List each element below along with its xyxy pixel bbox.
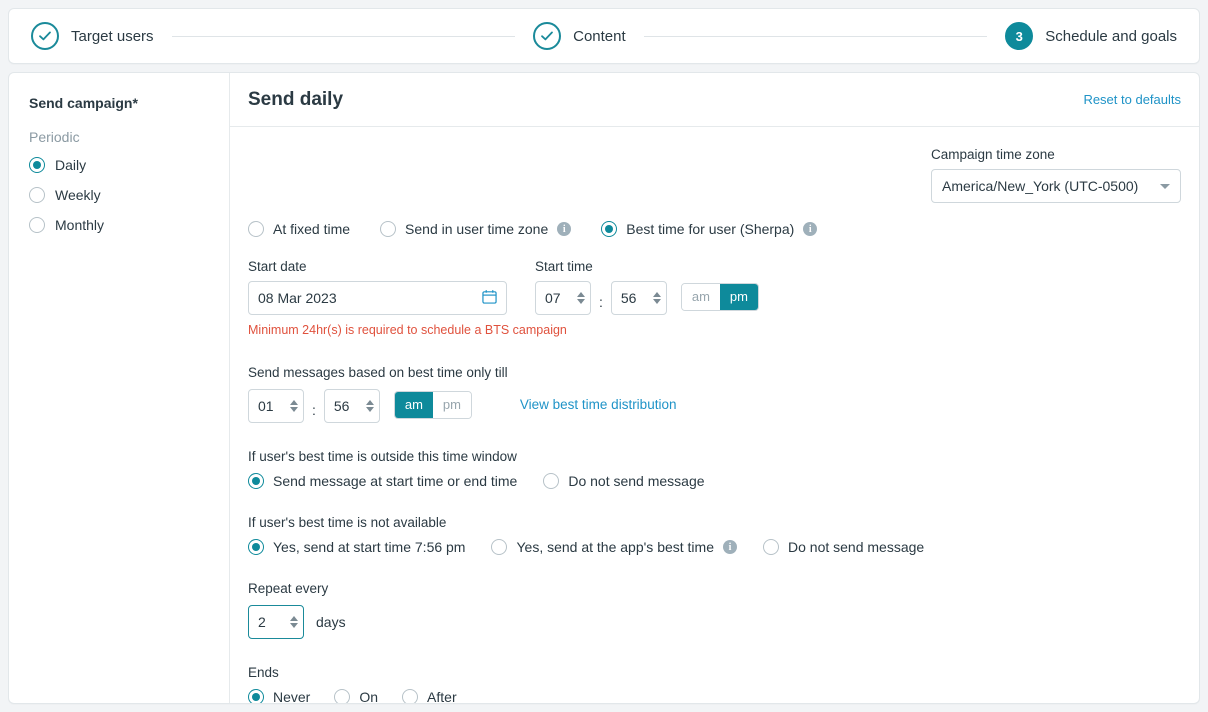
stepper-arrows[interactable]	[290, 616, 298, 628]
radio-icon[interactable]	[248, 539, 264, 555]
stepper-arrows[interactable]	[653, 292, 661, 304]
chevron-down-icon[interactable]	[366, 407, 374, 412]
ends-option-on[interactable]	[334, 689, 378, 704]
meridiem-pm-option[interactable]: pm	[433, 392, 471, 418]
radio-icon[interactable]	[380, 221, 396, 237]
repeat-every-value: 2	[258, 614, 266, 630]
outside-window-options	[248, 473, 1181, 489]
send-mode-at-fixed-time[interactable]	[248, 221, 350, 237]
send-mode-label: At fixed time	[273, 221, 351, 237]
meridiem-am-option[interactable]: am	[682, 284, 720, 310]
send-mode-label: Best time for user (Sherpa)	[626, 221, 795, 237]
best-time-till-controls	[248, 389, 1181, 423]
reset-to-defaults-link[interactable]: Reset to defaults	[1083, 92, 1181, 107]
option-label: Yes, send at the app's best time	[516, 539, 714, 555]
stepper-arrows[interactable]	[577, 292, 585, 304]
check-icon	[31, 22, 59, 50]
meridiem-am-option[interactable]: am	[395, 392, 433, 418]
start-time-controls	[535, 281, 759, 315]
start-time-minute-value: 56	[620, 290, 637, 306]
radio-icon[interactable]	[29, 187, 45, 203]
campaign-time-zone-label: Campaign time zone	[931, 147, 1055, 162]
not-available-option-send-at-start-time[interactable]	[248, 539, 465, 555]
sidebar-item-monthly[interactable]	[29, 217, 209, 233]
chevron-up-icon[interactable]	[366, 400, 374, 405]
main-header	[230, 73, 1199, 127]
step-divider-1	[172, 36, 516, 37]
step-label-content: Content	[573, 27, 626, 45]
chevron-down-icon[interactable]	[653, 299, 661, 304]
start-time-meridiem-toggle[interactable]	[681, 283, 759, 311]
not-available-options	[248, 539, 1181, 555]
repeat-every-stepper[interactable]	[248, 605, 304, 639]
schedule-card	[8, 72, 1200, 704]
send-mode-best-time-sherpa[interactable]	[601, 221, 817, 237]
step-divider-2	[644, 36, 988, 37]
step-number-badge: 3	[1005, 22, 1033, 50]
step-schedule-and-goals[interactable]	[1005, 22, 1177, 50]
start-time-label: Start time	[535, 259, 593, 274]
option-label: On	[359, 689, 379, 704]
repeat-every-unit-label: days	[316, 614, 346, 630]
ends-option-after[interactable]	[402, 689, 457, 704]
page-title: Send daily	[248, 88, 344, 110]
sidebar-item-daily[interactable]	[29, 157, 209, 173]
not-available-option-do-not-send[interactable]	[763, 539, 924, 555]
step-label-schedule-and-goals: Schedule and goals	[1045, 27, 1177, 45]
option-label: Do not send message	[788, 539, 925, 555]
info-icon[interactable]: i	[557, 222, 571, 236]
not-available-label: If user's best time is not available	[248, 515, 447, 530]
sidebar-group-label: Periodic	[29, 129, 80, 145]
chevron-down-icon[interactable]	[290, 407, 298, 412]
best-time-till-meridiem-toggle[interactable]	[394, 391, 472, 419]
chevron-up-icon[interactable]	[290, 400, 298, 405]
sidebar	[9, 73, 230, 703]
radio-icon[interactable]	[248, 689, 264, 704]
best-time-till-label: Send messages based on best time only till	[248, 365, 508, 380]
sidebar-title: Send campaign*	[29, 95, 138, 111]
chevron-up-icon[interactable]	[653, 292, 661, 297]
radio-icon[interactable]	[29, 157, 45, 173]
start-date-input[interactable]	[248, 281, 507, 315]
outside-window-option-send-at-start-or-end[interactable]	[248, 473, 517, 489]
chevron-up-icon[interactable]	[577, 292, 585, 297]
start-date-label: Start date	[248, 259, 307, 274]
main-panel	[230, 73, 1199, 703]
option-label: Send message at start time or end time	[273, 473, 518, 489]
best-time-till-hour-value: 01	[258, 398, 274, 414]
sidebar-item-label: Weekly	[55, 187, 101, 203]
radio-icon[interactable]	[543, 473, 559, 489]
time-separator: :	[312, 402, 316, 418]
chevron-up-icon[interactable]	[290, 616, 298, 621]
send-mode-label: Send in user time zone	[405, 221, 549, 237]
best-time-till-minute-stepper[interactable]	[324, 389, 380, 423]
best-time-till-hour-stepper[interactable]	[248, 389, 304, 423]
info-icon[interactable]: i	[723, 540, 737, 554]
time-separator: :	[599, 294, 603, 310]
chevron-down-icon[interactable]	[290, 623, 298, 628]
chevron-down-icon	[1160, 184, 1170, 189]
radio-icon[interactable]	[248, 221, 264, 237]
send-mode-options	[248, 221, 1181, 237]
repeat-every-label: Repeat every	[248, 581, 329, 596]
stepper-arrows[interactable]	[290, 400, 298, 412]
repeat-every-controls	[248, 605, 1181, 639]
not-available-option-app-best-time[interactable]	[491, 539, 737, 555]
radio-icon[interactable]	[402, 689, 418, 704]
check-icon	[533, 22, 561, 50]
best-time-till-minute-value: 56	[333, 398, 350, 414]
radio-icon[interactable]	[29, 217, 45, 233]
option-label: Yes, send at start time 7:56 pm	[273, 539, 466, 555]
ends-option-never[interactable]	[248, 689, 310, 704]
radio-icon[interactable]	[334, 689, 350, 704]
start-time-field	[535, 259, 759, 315]
outside-window-option-do-not-send[interactable]	[543, 473, 704, 489]
step-content[interactable]	[533, 22, 626, 50]
option-label: Never	[273, 689, 311, 704]
radio-icon[interactable]	[491, 539, 507, 555]
start-time-hour-stepper[interactable]	[535, 281, 591, 315]
radio-icon[interactable]	[601, 221, 617, 237]
ends-options	[248, 689, 1181, 704]
ends-label: Ends	[248, 665, 279, 680]
sidebar-item-label: Monthly	[55, 217, 105, 233]
send-mode-user-time-zone[interactable]	[380, 221, 571, 237]
schedule-warning-text: Minimum 24hr(s) is required to schedule a BTS campaign	[248, 323, 567, 337]
start-time-minute-stepper[interactable]	[611, 281, 667, 315]
campaign-time-zone-value: America/New_York (UTC-0500)	[942, 178, 1139, 194]
sidebar-item-label: Daily	[55, 157, 87, 173]
start-time-hour-value: 07	[545, 290, 561, 306]
info-icon[interactable]: i	[803, 222, 817, 236]
step-label-target-users: Target users	[71, 27, 154, 45]
main-body	[230, 127, 1199, 704]
view-best-time-distribution-link[interactable]: View best time distribution	[519, 397, 677, 412]
start-date-field	[248, 259, 507, 315]
start-date-time-group	[248, 259, 1181, 315]
step-target-users[interactable]	[31, 22, 154, 50]
outside-window-label: If user's best time is outside this time window	[248, 449, 517, 464]
meridiem-pm-option[interactable]: pm	[720, 284, 758, 310]
option-label: Do not send message	[568, 473, 705, 489]
campaign-time-zone-select[interactable]	[931, 169, 1181, 203]
radio-icon[interactable]	[763, 539, 779, 555]
stepper-arrows[interactable]	[366, 400, 374, 412]
campaign-time-zone-block	[931, 147, 1181, 203]
start-date-value: 08 Mar 2023	[258, 290, 337, 306]
option-label: After	[427, 689, 457, 704]
radio-icon[interactable]	[248, 473, 264, 489]
chevron-down-icon[interactable]	[577, 299, 585, 304]
wizard-stepper	[8, 8, 1200, 64]
sidebar-item-weekly[interactable]	[29, 187, 209, 203]
calendar-icon[interactable]	[482, 289, 497, 307]
